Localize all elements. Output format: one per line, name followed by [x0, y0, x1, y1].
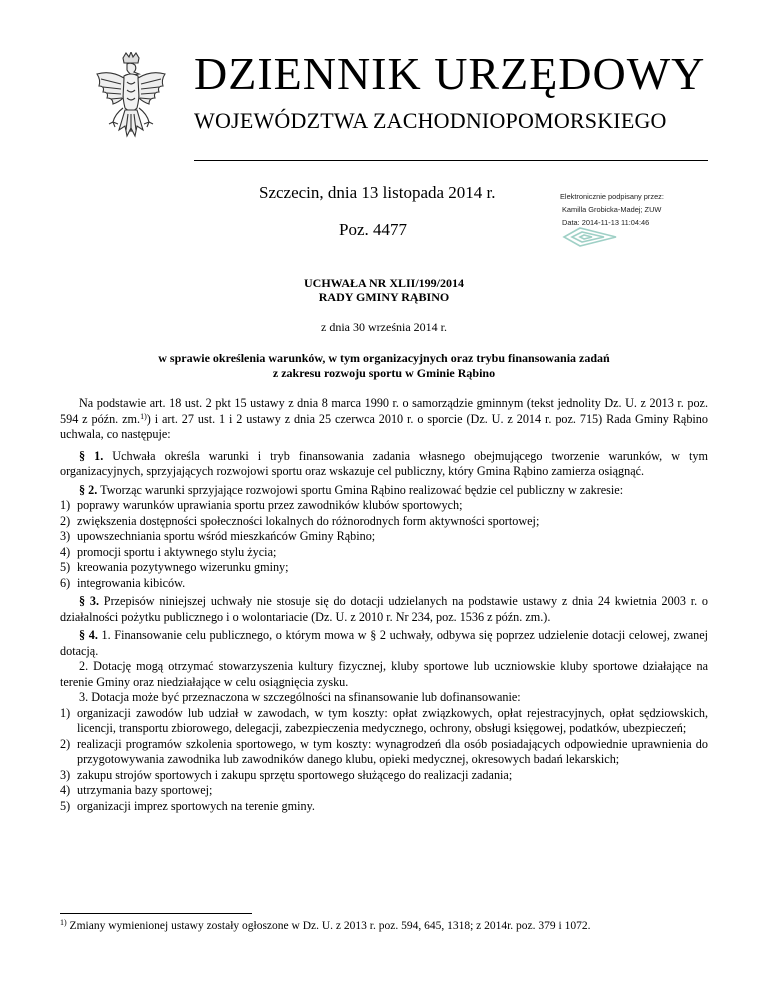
list-item-text: realizacji programów szkolenia sportowego, w tym koszty: wynagrodzeń dla osób posiadających odpowiednie uprawnienia do przygotowywania zawodnika lub zawodników danego klubu, opieki medycznej, okresowych badań lekarskich; — [77, 736, 708, 766]
journal-subtitle: WOJEWÓDZTWA ZACHODNIOPOMORSKIEGO — [194, 108, 667, 133]
section-2-list — [60, 498, 708, 591]
section-1-label: § 1. — [79, 448, 104, 463]
list-item-number: 5) — [60, 798, 71, 813]
list-item — [60, 545, 708, 561]
position-number: Poz. 4477 — [339, 220, 407, 239]
section-3-text: Przepisów niniejszej uchwały nie stosuje się do dotacji udzielanych na podstawie ustawy z dnia 24 kwietnia 2003 r. o działalności pożytku publicznego i o wolontariacie (Dz. U. z 2010 r. Nr 234, poz. 1536 z późn. zm.). — [60, 594, 709, 624]
section-1-text: Uchwała określa warunki i tryb finansowania zadania własnego obejmującego tworzenie warunków, w tym organizacyjnych, sprzyjających rozwojowi sportu oraz wskazuje cel publiczny, który Gmina Rąbino zamierza osiągnąć. — [60, 448, 708, 478]
list-item — [60, 706, 708, 737]
list-item-text: organizacji imprez sportowych na terenie gminy. — [77, 798, 315, 813]
section-1 — [60, 449, 708, 480]
signature-date: Data: 2014-11-13 11:04:46 — [562, 218, 650, 227]
electronic-signature-block — [560, 190, 750, 229]
list-item — [60, 529, 708, 545]
list-item-text: kreowania pozytywnego wizerunku gminy; — [77, 560, 289, 574]
footnote-divider — [60, 913, 252, 914]
masthead-divider — [194, 160, 708, 161]
section-3 — [60, 594, 708, 625]
signature-signer: Kamilla Grobicka-Madej; ZUW — [562, 205, 662, 214]
list-item-number: 3) — [60, 529, 71, 543]
resolution-heading — [60, 276, 708, 304]
legal-basis-paragraph — [60, 396, 708, 443]
document-body — [60, 396, 708, 814]
list-item-number: 4) — [60, 544, 71, 559]
list-item-text: organizacji zawodów lub udział w zawodach, w tym koszty: opłat związkowych, opłat rejestracyjnych, opłat sędziowskich, licencji, transportu zbiorowego, delegacji, zabezpieczenia medycznego, ochrony, obsługi księgowej, podatków, ubezpieczeń; — [77, 705, 708, 735]
resolution-subject — [60, 351, 708, 381]
section-2-text: Tworząc warunki sprzyjające rozwojowi sportu Gmina Rąbino realizować będzie cel publiczny w zakresie: — [100, 482, 624, 497]
section-4-paragraph-2: 2. Dotację mogą otrzymać stowarzyszenia kultury fizycznej, kluby sportowe lub uczniowskie kluby sportowe działające na terenie Gminy oraz niedziałające w celu osiągnięcia zysku. — [60, 659, 708, 689]
section-4-paragraph-3: 3. Dotacja może być przeznaczona w szczególności na sfinansowanie lub dofinansowanie: — [79, 690, 521, 704]
list-item-number: 3) — [60, 767, 71, 782]
signature-label: Elektronicznie podpisany przez: — [560, 192, 664, 201]
list-item — [60, 737, 708, 768]
list-item — [60, 498, 708, 514]
footnote-reference: 1) — [140, 411, 147, 421]
list-item-number: 1) — [60, 705, 71, 720]
list-item — [60, 768, 708, 784]
section-4-list — [60, 706, 708, 815]
footnote-text: Zmiany wymienionej ustawy zostały ogłoszone w Dz. U. z 2013 r. poz. 594, 645, 1318; z 2014r. poz. 379 i 1072. — [69, 920, 591, 932]
list-item-number: 5) — [60, 560, 71, 574]
list-item — [60, 799, 708, 815]
section-4-label: § 4. — [79, 628, 98, 642]
legal-basis-text-a: Na podstawie art. 18 ust. 2 pkt 15 ustawy z dnia 8 marca 1990 r. o samorządzie gminnym (tekst jednolity Dz. U. z 2013 r. poz. 594 z późn. zm. — [60, 396, 708, 426]
list-item-text: upowszechniania sportu wśród mieszkańców Gminy Rąbino; — [77, 529, 376, 543]
footnote-marker: 1) — [60, 918, 67, 927]
list-item — [60, 783, 708, 799]
list-item-number: 2) — [60, 736, 71, 751]
list-item-number: 4) — [60, 783, 71, 797]
list-item — [60, 560, 708, 576]
list-item-text: integrowania kibiców. — [77, 575, 186, 590]
resolution-subject-line-1: w sprawie określenia warunków, w tym organizacyjnych oraz trybu finansowania zadań — [158, 351, 610, 365]
section-2-label: § 2. — [79, 482, 98, 497]
section-4-text-1: 1. Finansowanie celu publicznego, o którym mowa w § 2 uchwały, odbywa się poprzez udzielenie dotacji celowej, zwanej dotacją. — [60, 628, 709, 658]
resolution-number: UCHWAŁA NR XLII/199/2014 — [303, 276, 465, 290]
list-item — [60, 514, 708, 530]
list-item-number: 6) — [60, 575, 71, 590]
list-item-number: 2) — [60, 513, 71, 528]
footnote — [60, 920, 720, 932]
resolution-date: z dnia 30 września 2014 r. — [321, 320, 447, 334]
place-and-date: Szczecin, dnia 13 listopada 2014 r. — [259, 183, 496, 202]
section-4-paragraph-1 — [60, 628, 708, 659]
list-item — [60, 576, 708, 592]
list-item-text: zwiększenia dostępności społeczności lokalnych do różnorodnych form aktywności sportowej; — [77, 513, 540, 528]
list-item-text: promocji sportu i aktywnego stylu życia; — [77, 544, 277, 559]
section-3-label: § 3. — [79, 594, 100, 608]
journal-title: DZIENNIK URZĘDOWY — [194, 48, 706, 99]
signature-stamp-icon — [560, 226, 620, 248]
legal-basis-text-b: ) i art. 27 ust. 1 i 2 ustawy z dnia 25 czerwca 2010 r. o sporcie (Dz. U. z 2014 r. poz. 715) Rada Gminy Rąbino uchwala, co następuje: — [60, 411, 708, 441]
list-item-text: poprawy warunków uprawiania sportu przez zawodników klubów sportowych; — [77, 498, 463, 512]
section-2 — [60, 483, 708, 499]
list-item-number: 1) — [60, 498, 71, 512]
resolution-subject-line-2: z zakresu rozwoju sportu w Gminie Rąbino — [272, 366, 496, 380]
list-item-text: utrzymania bazy sportowej; — [77, 783, 213, 797]
polish-eagle-emblem-icon — [93, 52, 169, 156]
list-item-text: zakupu strojów sportowych i zakupu sprzętu sportowego służącego do realizacji zadania; — [77, 767, 513, 782]
resolution-body: RADY GMINY RĄBINO — [318, 290, 450, 304]
